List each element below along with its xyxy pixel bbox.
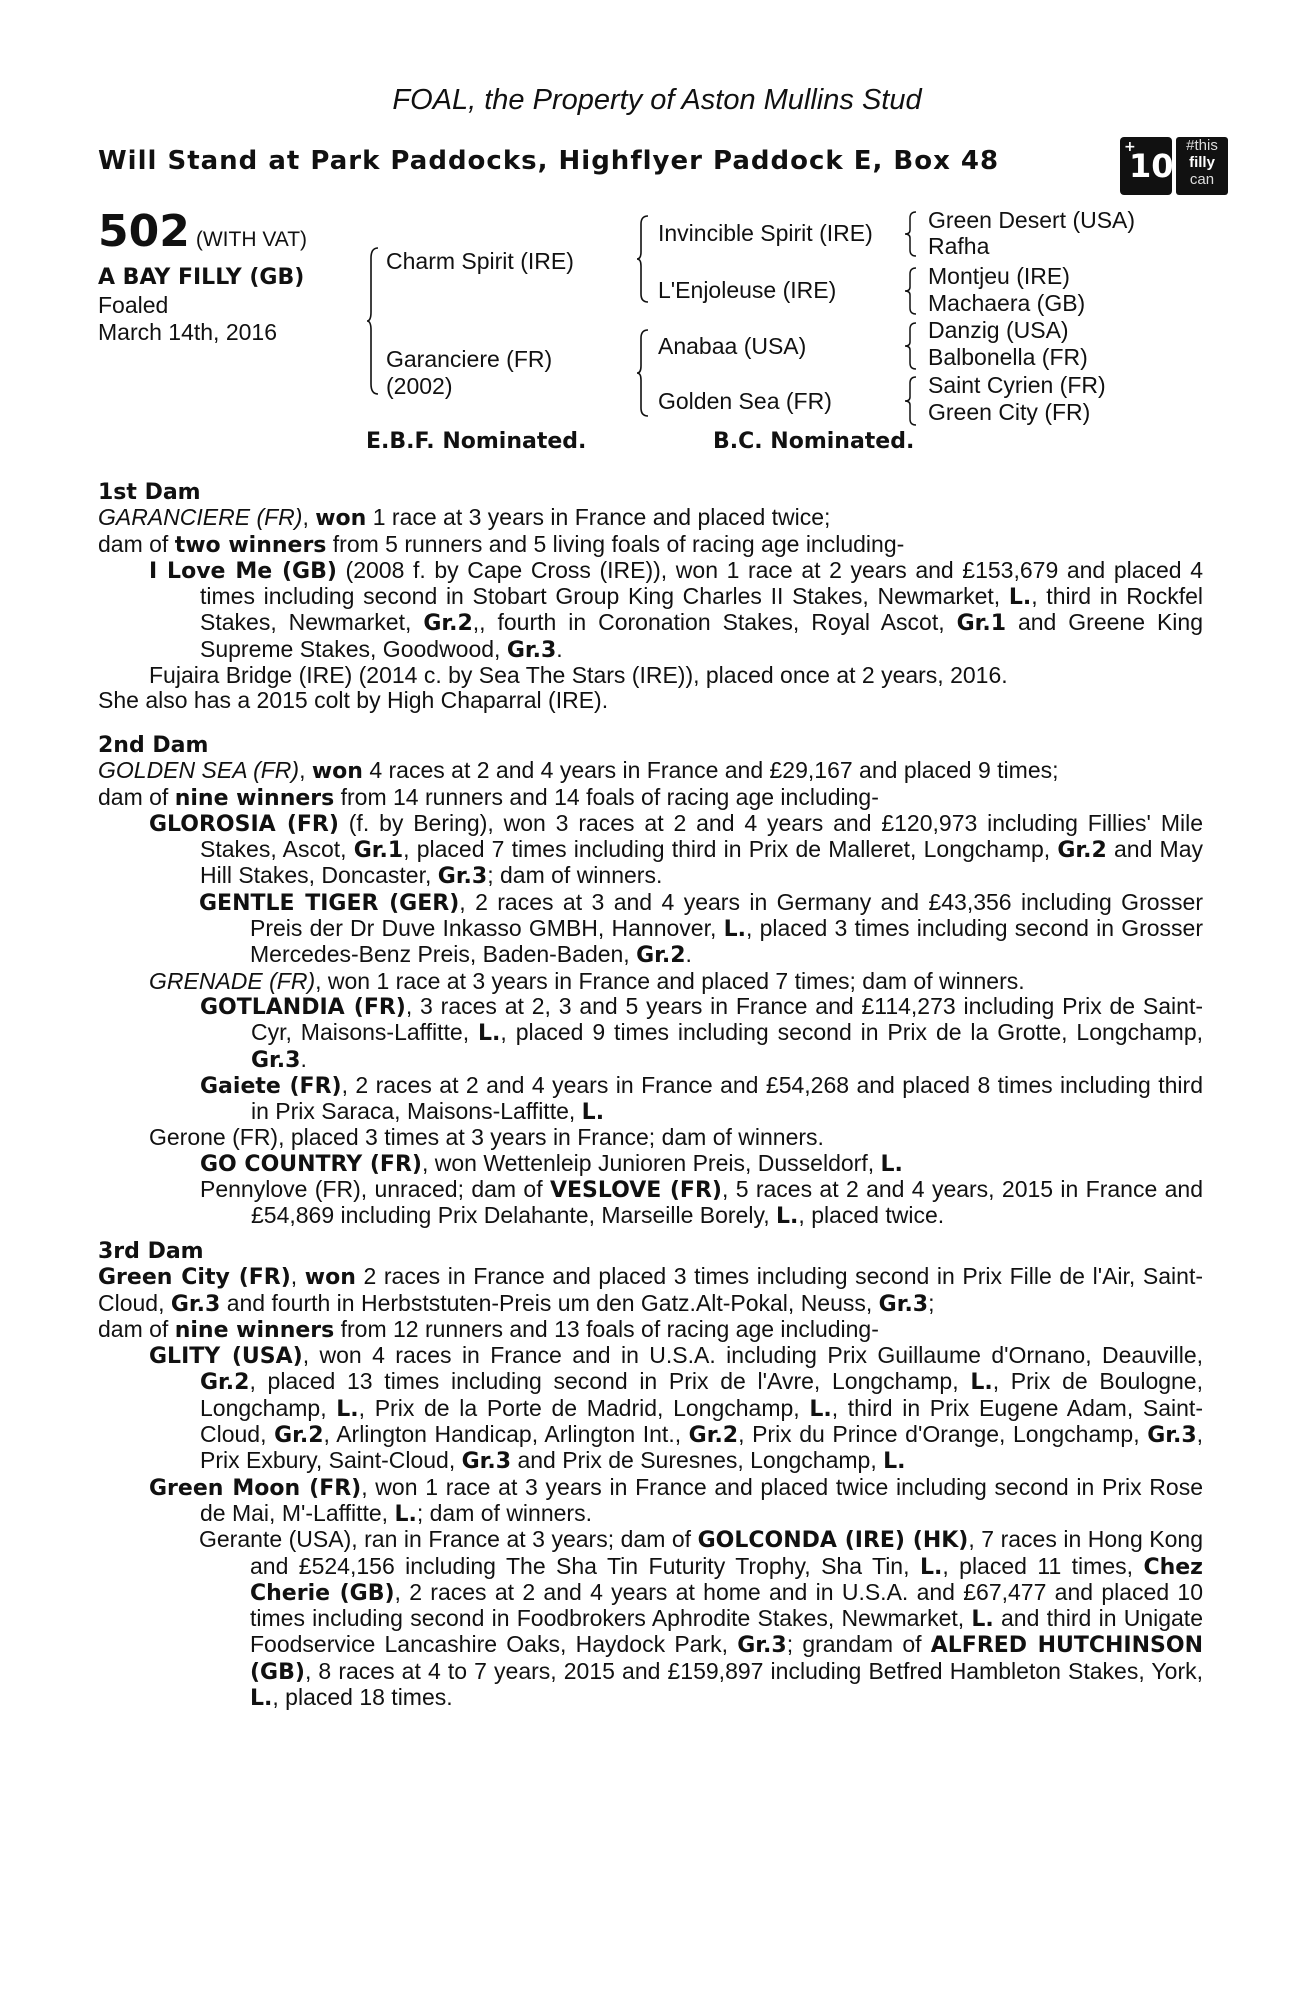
progeny-name: GRENADE (FR) xyxy=(149,967,316,994)
text: and Greene King Supreme Stakes, Goodwood, xyxy=(200,609,1203,662)
text: , won 1 race at 3 years in France and placed twice including second in Prix Rose de Mai, M'-Laffitte, xyxy=(200,1473,1203,1526)
group-label: Gr.3 xyxy=(1147,1423,1197,1449)
text: , placed twice. xyxy=(798,1202,945,1229)
text: from 12 runners and 13 foals of racing age including- xyxy=(334,1315,879,1342)
group-label: Gr.2 xyxy=(636,943,686,969)
text: , 2 races at 2 and 4 years in France and £54,268 and placed 8 times including third in Prix Saraca, Maisons-Laffitte, xyxy=(251,1071,1203,1125)
group-label: Gr.2 xyxy=(688,1423,739,1449)
group-label: Gr.3 xyxy=(878,1291,929,1317)
text: and Prix de Suresnes, Longchamp, xyxy=(511,1447,884,1474)
sire-dam: L'Enjoleuse (IRE) xyxy=(658,277,837,303)
group-label: Gr.2 xyxy=(274,1423,324,1449)
listed-label: L. xyxy=(1008,585,1032,611)
group-label: Gr.3 xyxy=(170,1291,221,1317)
listed-label: L. xyxy=(478,1021,501,1047)
group-label: Gr.3 xyxy=(437,864,488,890)
progeny-name: GOTLANDIA (FR) xyxy=(200,994,406,1020)
group-label: Gr.2 xyxy=(423,611,473,637)
progeny-name: GOLCONDA (IRE) (HK) xyxy=(697,1528,969,1554)
text: , won 1 race at 3 years in France and placed 7 times; dam of winners. xyxy=(315,967,1025,994)
first-dam-record: 1 race at 3 years in France and placed twice; xyxy=(366,504,831,531)
text: , placed 18 times. xyxy=(272,1684,453,1711)
progeny-name: GO COUNTRY (FR) xyxy=(200,1151,422,1177)
progeny-name: GLOROSIA (FR) xyxy=(149,811,339,837)
sire-sire: Invincible Spirit (IRE) xyxy=(658,220,873,246)
listed-label: L. xyxy=(581,1100,605,1126)
progeny-name: ALFRED HUTCHINSON (GB) xyxy=(250,1633,1203,1685)
text: dam of xyxy=(98,530,175,557)
pedigree-brace-5 xyxy=(904,266,918,316)
text: , Prix du Prince d'Orange, Longchamp, xyxy=(738,1421,1148,1448)
dam-year: (2002) xyxy=(386,373,453,399)
text: dam of xyxy=(98,1315,175,1342)
progeny-grenade xyxy=(98,969,1203,994)
text: Gerante (USA), ran in France at 3 years; dam of xyxy=(199,1526,698,1553)
won-label: won xyxy=(304,1265,356,1291)
winners-count: two winners xyxy=(174,532,327,558)
ss-dam: Rafha xyxy=(928,233,990,259)
text: , Arlington Handicap, Arlington Int., xyxy=(323,1421,689,1448)
progeny-gerone: Gerone (FR), placed 3 times at 3 years in France; dam of winners. xyxy=(149,1124,824,1151)
third-dam-name: Green City (FR) xyxy=(98,1265,291,1291)
sep: , xyxy=(290,1263,305,1290)
progeny-green-moon xyxy=(98,1475,1203,1528)
text: ; xyxy=(928,1289,935,1316)
pedigree-brace-3 xyxy=(636,328,650,418)
group-label: Gr.2 xyxy=(1057,838,1107,864)
group-label: Gr.2 xyxy=(200,1370,250,1396)
text: , Prix Exbury, Saint-Cloud, xyxy=(200,1421,1204,1474)
progeny-pennylove xyxy=(98,1177,1203,1230)
text: , won 4 races in France and in U.S.A. including Prix Guillaume d'Ornano, Deauville, xyxy=(302,1342,1204,1369)
hashtag-line-1: #this xyxy=(1186,137,1218,154)
winners-count: nine winners xyxy=(174,785,335,811)
group-label: Gr.1 xyxy=(956,611,1007,637)
text: . xyxy=(300,1045,307,1072)
sep: , xyxy=(302,504,316,531)
listed-label: L. xyxy=(336,1396,359,1422)
text: ; grandam of xyxy=(786,1631,931,1658)
progeny-go-country xyxy=(98,1151,1203,1177)
ds-sire: Danzig (USA) xyxy=(928,317,1069,343)
sep: , xyxy=(299,757,312,784)
stand-line: Will Stand at Park Paddocks, Highflyer Paddock E, Box 48 xyxy=(98,146,1000,176)
text: ; dam of winners. xyxy=(416,1499,592,1526)
foaled-label: Foaled xyxy=(98,292,169,318)
listed-label: L. xyxy=(394,1501,417,1527)
text: . xyxy=(685,941,692,968)
lot-number-value: 502 xyxy=(98,206,190,257)
listed-label: L. xyxy=(809,1396,832,1422)
listed-label: L. xyxy=(880,1151,903,1177)
text: , 7 races in Hong Kong and £524,156 including The Sha Tin Futurity Trophy, Sha Tin, xyxy=(250,1526,1204,1579)
text: , 2 races at 3 and 4 years in Germany and £43,356 including Grosser Preis der Dr Duve Inkasso GMBH, Hannover, xyxy=(250,888,1203,942)
dd-sire: Saint Cyrien (FR) xyxy=(928,372,1106,398)
text: , third in Prix Eugene Adam, Saint-Cloud, xyxy=(200,1394,1203,1448)
also-has-line: She also has a 2015 colt by High Chaparral (IRE). xyxy=(98,687,609,714)
text: ,, fourth in Coronation Stakes, Royal Ascot, xyxy=(472,609,957,636)
progeny-name: Chez Cherie (GB) xyxy=(250,1554,1203,1606)
text: ; dam of winners. xyxy=(487,862,663,889)
group-label: Gr.3 xyxy=(506,637,557,663)
text: Pennylove (FR), unraced; dam of xyxy=(200,1176,550,1203)
text: , placed 3 times including second in Grosser Mercedes-Benz Preis, Baden-Baden, xyxy=(250,915,1203,968)
ss-sire: Green Desert (USA) xyxy=(928,207,1136,233)
progeny-gotlandia xyxy=(98,994,1203,1073)
dam: Garanciere (FR) xyxy=(386,346,553,372)
first-dam-section xyxy=(98,479,1203,714)
bc-nominated: B.C. Nominated. xyxy=(713,429,915,454)
badge-plus: + xyxy=(1124,139,1136,155)
property-line: FOAL, the Property of Aston Mullins Stud xyxy=(392,84,922,116)
listed-label: L. xyxy=(883,1449,906,1475)
pedigree-brace-6 xyxy=(904,321,918,371)
dam-sire: Anabaa (USA) xyxy=(658,333,807,359)
listed-label: L. xyxy=(250,1686,273,1712)
text: 2 races in France and placed 3 times including second in Prix Fille de l'Air, Saint-Cloud, xyxy=(98,1263,1203,1316)
text: , placed 7 times including third in Prix de Malleret, Longchamp, xyxy=(403,836,1058,863)
group-label: Gr.3 xyxy=(737,1633,787,1659)
text: from 5 runners and 5 living foals of racing age including- xyxy=(326,530,905,557)
text: , 2 races at 2 and 4 years at home and in U.S.A. and £67,477 and placed 10 times including second in Foodbrokers Aphrodite Stakes, Newmarket, xyxy=(250,1578,1204,1632)
ds-dam: Balbonella (FR) xyxy=(928,344,1088,370)
won-label: won xyxy=(315,506,367,532)
progeny-name: GLITY (USA) xyxy=(149,1344,303,1370)
group-label: Gr.3 xyxy=(461,1449,512,1475)
progeny-gentle-tiger xyxy=(98,890,1203,969)
progeny-name: VESLOVE (FR) xyxy=(549,1178,722,1204)
dam-dam: Golden Sea (FR) xyxy=(658,388,832,414)
third-dam-section xyxy=(98,1238,1203,1711)
text: , Prix de la Porte de Madrid, Longchamp, xyxy=(358,1394,810,1421)
ebf-nominated: E.B.F. Nominated. xyxy=(366,429,587,454)
progeny-name: I Love Me (GB) xyxy=(149,558,337,584)
lot-number xyxy=(98,206,307,257)
badge-10-icon xyxy=(1120,137,1172,195)
listed-label: L. xyxy=(776,1204,799,1230)
pedigree-brace-7 xyxy=(904,375,918,427)
vat-label: (WITH VAT) xyxy=(195,228,308,251)
progeny-gaiete xyxy=(98,1073,1203,1126)
pedigree-brace-4 xyxy=(904,210,918,258)
progeny-glorosia xyxy=(98,811,1203,890)
text: . xyxy=(556,635,563,662)
text: , placed 13 times including second in Prix de l'Avre, Longchamp, xyxy=(249,1368,971,1395)
pedigree-brace-1 xyxy=(366,246,380,396)
this-filly-can-logo xyxy=(1120,137,1230,195)
listed-label: L. xyxy=(919,1554,943,1580)
listed-label: L. xyxy=(971,1607,994,1633)
listed-label: L. xyxy=(970,1370,993,1396)
text: , 3 races at 2, 3 and 5 years in France and £114,273 including Prix de Saint-Cyr, Maisons-Laffitte, xyxy=(251,992,1203,1046)
group-label: Gr.1 xyxy=(353,838,404,864)
text: and third in Unigate Foodservice Lancashire Oaks, Haydock Park, xyxy=(250,1605,1203,1658)
second-dam-section xyxy=(98,732,1203,1230)
sire: Charm Spirit (IRE) xyxy=(386,248,574,274)
progeny-name: Green Moon (FR) xyxy=(149,1475,362,1501)
group-label: Gr.3 xyxy=(251,1047,301,1073)
pedigree-brace-2 xyxy=(636,214,650,304)
badge-number: 10 xyxy=(1129,147,1174,185)
text: 4 races at 2 and 4 years in France and £29,167 and placed 9 times; xyxy=(362,757,1059,784)
hashtag-line-3: can xyxy=(1189,171,1215,188)
first-dam-heading: 1st Dam xyxy=(98,480,201,505)
won-label: won xyxy=(311,759,363,785)
first-dam-name: GARANCIERE (FR) xyxy=(98,504,303,531)
text: and fourth in Herbststuten-Preis um den Gatz.Alt-Pokal, Neuss, xyxy=(220,1289,879,1316)
listed-label: L. xyxy=(723,917,746,943)
progeny-gerante xyxy=(98,1527,1203,1711)
text: , third in Rockfel Stakes, Newmarket, xyxy=(200,583,1204,636)
progeny-name: GENTLE TIGER (GER) xyxy=(199,890,460,916)
text: (f. by Bering), won 3 races at 2 and 4 years and £120,973 including Fillies' Mile Stakes, Ascot, xyxy=(200,809,1203,863)
text: , Prix de Boulogne, Longchamp, xyxy=(200,1368,1203,1421)
dd-dam: Green City (FR) xyxy=(928,399,1091,425)
text: , 8 races at 4 to 7 years, 2015 and £159,897 including Betfred Hambleton Stakes, York, xyxy=(304,1657,1203,1684)
second-dam-heading: 2nd Dam xyxy=(98,733,209,758)
progeny-fujaira-bridge: Fujaira Bridge (IRE) (2014 c. by Sea The Stars (IRE)), placed once at 2 years, 2016. xyxy=(149,662,1008,689)
winners-count: nine winners xyxy=(174,1317,335,1343)
lot-name: A BAY FILLY (GB) xyxy=(98,265,305,290)
text: (2008 f. by Cape Cross (IRE)), won 1 race at 2 years and £153,679 and placed 4 times including second in Stobart Group King Charles II Stakes, Newmarket, xyxy=(200,556,1203,610)
third-dam-heading: 3rd Dam xyxy=(98,1239,204,1264)
progeny-glity xyxy=(98,1343,1203,1474)
second-dam-name: GOLDEN SEA (FR) xyxy=(98,757,300,784)
sd-dam: Machaera (GB) xyxy=(928,290,1086,316)
progeny-name: Gaiete (FR) xyxy=(200,1073,342,1099)
text: , 5 races at 2 and 4 years, 2015 in France and £54,869 including Prix Delahante, Marseille Borely, xyxy=(251,1176,1203,1229)
sd-sire: Montjeu (IRE) xyxy=(928,263,1070,289)
progeny-i-love-me xyxy=(98,558,1203,663)
text: from 14 runners and 14 foals of racing age including- xyxy=(334,783,879,810)
foaled-date: March 14th, 2016 xyxy=(98,319,278,345)
text: , placed 9 times including second in Prix de la Grotte, Longchamp, xyxy=(500,1019,1204,1046)
hashtag-box xyxy=(1176,137,1228,195)
hashtag-line-2: filly xyxy=(1189,154,1215,171)
text: dam of xyxy=(98,783,175,810)
text: , won Wettenleip Junioren Preis, Dusseldorf, xyxy=(421,1149,881,1176)
text: and May Hill Stakes, Doncaster, xyxy=(200,836,1203,889)
text: , placed 11 times, xyxy=(942,1552,1144,1579)
